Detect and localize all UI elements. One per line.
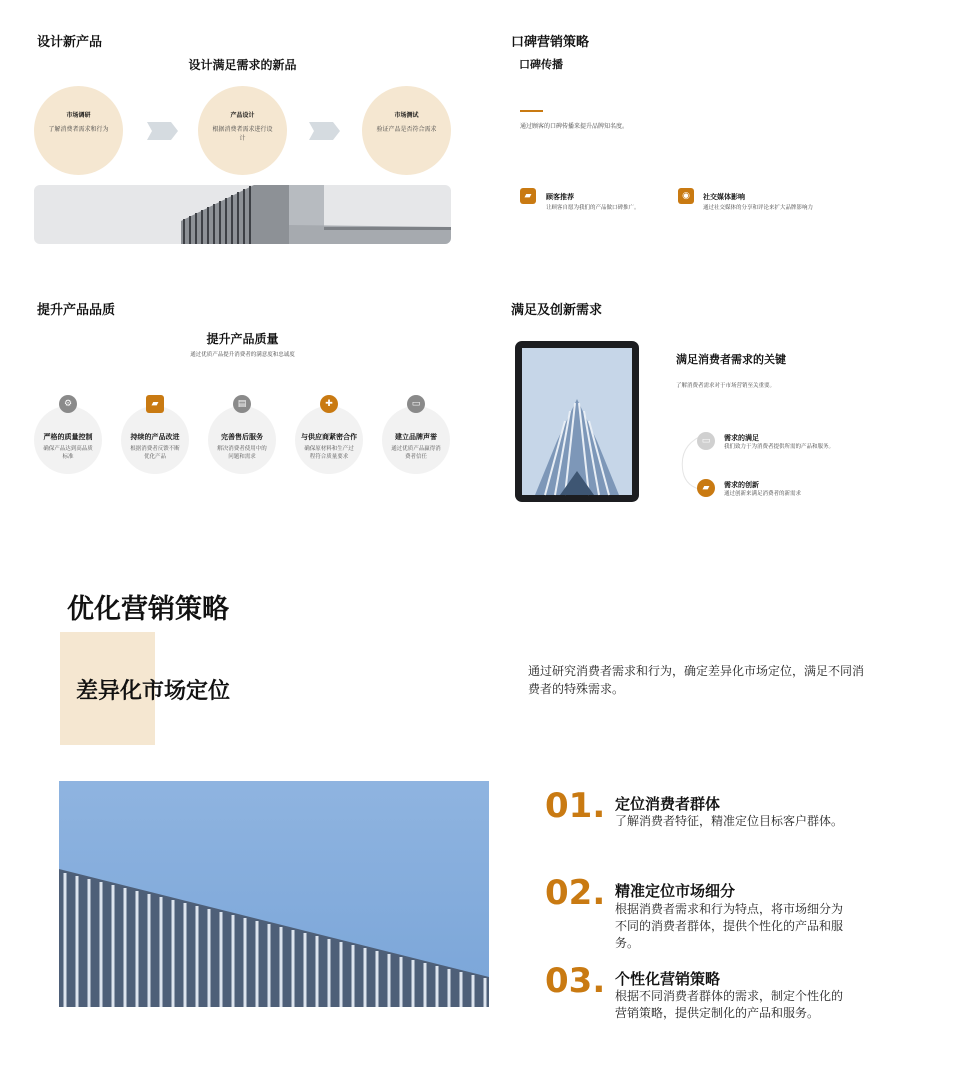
item-desc: 通过社交媒体的分享和评论来扩大品牌影响力 [703,205,814,211]
item-title: 社交媒体影响 [703,193,745,201]
tablet-image [515,341,640,503]
step-desc: 验证产品是否符合需求 [376,126,437,133]
item-number: 01. [545,786,606,826]
item-title: 严格的质量控制 [43,433,93,441]
puzzle-icon: ✚ [320,395,338,413]
image-icon: ▰ [697,479,715,497]
slide4-desc: 了解消费者需求对于市场营销至关重要。 [676,383,776,389]
item-number: 03. [545,961,606,1001]
step-desc: 根据消费者需求进行设计 [212,126,273,142]
item-title: 与供应商紧密合作 [301,433,357,441]
slide2-subheading: 口碑传播 [519,58,563,71]
slide1-subheading: 设计满足需求的新品 [188,58,297,72]
item-title: 持续的产品改进 [130,433,180,441]
quality-item-3 [208,406,276,474]
image-icon: ▰ [520,188,536,204]
slide4-heading: 满足及创新需求 [511,303,603,318]
slide5-desc: 通过研究消费者需求和行为，确定差异化市场定位，满足不同消费者的特殊需求。 [528,664,865,696]
item-title: 建立品牌声誉 [395,433,437,441]
step-title: 市场调研 [66,112,91,119]
slide1-heading: 设计新产品 [37,35,103,50]
share-icon: ◉ [678,188,694,204]
item-number: 02. [545,873,606,913]
item-desc: 解决消费者使用中的问题和需求 [217,446,267,460]
quality-item-4 [295,406,363,474]
item-title: 完善售后服务 [221,433,263,441]
slide3-desc: 通过优质产品提升消费者的满意度和忠诚度 [190,352,295,358]
item-desc: 通过创新来满足消费者的新需求 [724,491,802,497]
step-circle-3 [362,86,451,175]
item-desc: 根据不同消费者群体的需求，制定个性化的营销策略，提供定制化的产品和服务。 [615,989,844,1020]
slide4-subheading: 满足消费者需求的关键 [676,353,786,366]
item-title: 需求的创新 [724,481,759,489]
accent-line [520,110,543,112]
item-desc: 让顾客自愿为我们的产品做口碑推广。 [546,205,640,211]
arrow-right-icon [147,122,179,140]
step-title: 市场测试 [394,112,419,119]
item-desc: 我们致力于为消费者提供所需的产品和服务。 [724,444,835,450]
slide5-heading: 优化营销策略 [67,594,229,625]
slide5-subheading: 差异化市场定位 [76,679,231,704]
quality-item-1 [34,406,102,474]
slide2-desc: 通过顾客的口碑传播来提升品牌知名度。 [520,123,629,130]
step-title: 产品设计 [230,112,255,119]
item-desc: 了解消费者特征，精准定位目标客户群体。 [615,814,844,828]
item-desc: 确保产品达到高品质标准 [43,446,93,460]
item-title: 需求的满足 [724,434,759,442]
image-icon: ▰ [146,395,164,413]
item-desc: 根据消费者需求和行为特点，将市场细分为不同的消费者群体，提供个性化的产品和服务。 [615,902,844,950]
item-title: 顾客推荐 [546,193,574,201]
building-image [34,185,451,244]
slide3-heading: 提升产品品质 [37,303,116,318]
slide2-heading: 口碑营销策略 [511,35,590,50]
gear-icon: ⚙ [59,395,77,413]
building-photo [59,781,489,1007]
quality-item-5 [382,406,450,474]
chat-icon: ▭ [407,395,425,413]
chat-icon: ▭ [697,432,715,450]
item-title: 定位消费者群体 [615,795,721,813]
arrow-right-icon [309,122,341,140]
quality-item-2 [121,406,189,474]
item-title: 精准定位市场细分 [615,882,736,900]
step-desc: 了解消费者需求和行为 [48,126,109,133]
item-desc: 确保原材料和生产过程符合质量要求 [304,446,354,460]
step-circle-2 [198,86,287,175]
item-desc: 根据消费者反馈不断优化产品 [130,446,180,460]
item-desc: 通过优质产品赢得消费者信任 [391,446,441,460]
item-title: 个性化营销策略 [615,970,721,988]
slide3-subheading: 提升产品质量 [206,332,279,346]
step-circle-1 [34,86,123,175]
box-icon: ▤ [233,395,251,413]
